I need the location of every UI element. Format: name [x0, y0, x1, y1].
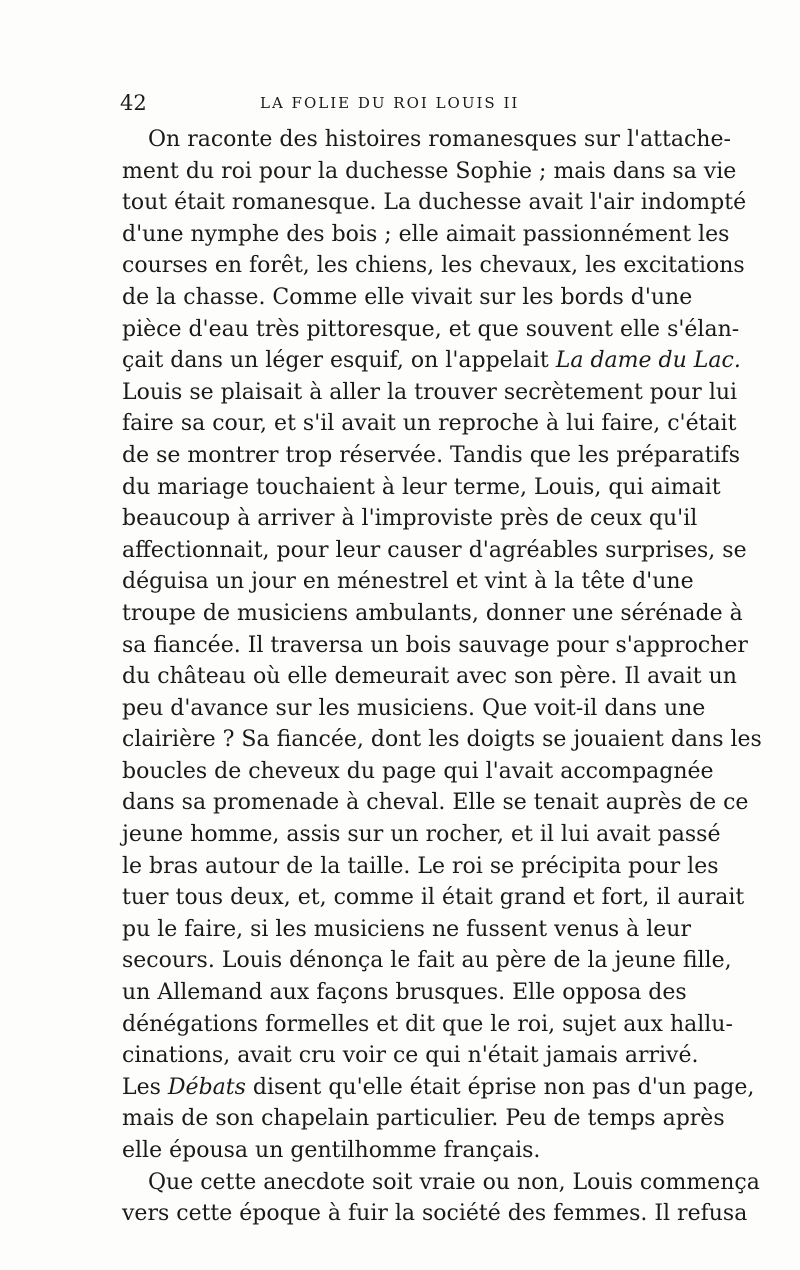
text-line: du château où elle demeurait avec son père. Il avait un: [122, 664, 737, 690]
text-segment: çait dans un léger esquif, on l'appelait: [122, 348, 549, 374]
body-text: [122, 124, 762, 1230]
running-title: LA FOLIE DU ROI LOUIS II: [260, 94, 520, 112]
text-line: courses en forêt, les chiens, les chevaux, les excitations: [122, 253, 745, 279]
text-line: jeune homme, assis sur un rocher, et il lui avait passé: [122, 822, 721, 848]
text-line: mais de son chapelain particulier. Peu de temps après: [122, 1106, 725, 1132]
text-line: cinations, avait cru voir ce qui n'était jamais arrivé.: [122, 1043, 699, 1069]
text-line: Que cette anecdote soit vraie ou non, Louis commença: [148, 1169, 760, 1195]
text-line: déguisa un jour en ménestrel et vint à la tête d'une: [122, 569, 694, 595]
text-line: de se montrer trop réservée. Tandis que les préparatifs: [122, 442, 741, 468]
text-line: le bras autour de la taille. Le roi se précipita pour les: [122, 853, 719, 879]
text-line: beaucoup à arriver à l'improviste près de ceux qu'il: [122, 506, 698, 532]
text-segment: disent qu'elle était éprise non pas d'un page,: [252, 1074, 755, 1100]
text-line: elle épousa un gentilhomme français.: [122, 1138, 541, 1163]
text-line: de la chasse. Comme elle vivait sur les bords d'une: [122, 284, 693, 310]
text-line: tuer tous deux, et, comme il était grand et fort, il aurait: [122, 885, 745, 911]
running-head: [120, 88, 680, 118]
text-line: pu le faire, si les musiciens ne fussent venus à leur: [122, 916, 691, 942]
text-line: vers cette époque à fuir la société des femmes. Il refusa: [122, 1201, 748, 1227]
text-line: faire sa cour, et s'il avait un reproche à lui faire, c'était: [122, 411, 737, 437]
text-line: troupe de musiciens ambulants, donner une sérénade à: [122, 600, 743, 626]
text-line: du mariage touchaient à leur terme, Louis, qui aimait: [122, 474, 721, 500]
text-line: d'une nymphe des bois ; elle aimait passionnément les: [122, 221, 730, 247]
text-line: Louis se plaisait à aller la trouver secrètement pour lui: [122, 379, 738, 405]
text-line: un Allemand aux façons brusques. Elle opposa des: [122, 980, 687, 1006]
italic-title: Débats: [167, 1074, 246, 1100]
text-line: On raconte des histoires romanesques sur l'attache-: [148, 127, 731, 152]
text-line: ment du roi pour la duchesse Sophie ; mais dans sa vie: [122, 158, 737, 184]
text-line: affectionnait, pour leur causer d'agréables surprises, se: [122, 537, 747, 563]
text-line: boucles de cheveux du page qui l'avait accompagnée: [122, 758, 714, 784]
text-line: peu d'avance sur les musiciens. Que voit-il dans une: [122, 695, 706, 721]
text-line: clairière ? Sa fiancée, dont les doigts se jouaient dans les: [122, 727, 762, 753]
text-line: dans sa promenade à cheval. Elle se tenait auprès de ce: [122, 790, 749, 816]
text-line-with-italic: [122, 345, 741, 377]
page-number: 42: [120, 91, 147, 115]
text-line: pièce d'eau très pittoresque, et que souvent elle s'élan-: [122, 316, 740, 342]
text-line: sa fiancée. Il traversa un bois sauvage pour s'approcher: [122, 632, 748, 658]
text-line: dénégations formelles et dit que le roi, sujet aux hallu-: [122, 1011, 733, 1037]
text-line-with-italic: [122, 1072, 755, 1104]
text-line: tout était romanesque. La duchesse avait l'air indompté: [122, 190, 747, 216]
italic-title: La dame du Lac.: [555, 348, 741, 374]
text-segment: Les: [122, 1074, 168, 1100]
text-line: secours. Louis dénonça le fait au père de la jeune fille,: [122, 948, 732, 974]
